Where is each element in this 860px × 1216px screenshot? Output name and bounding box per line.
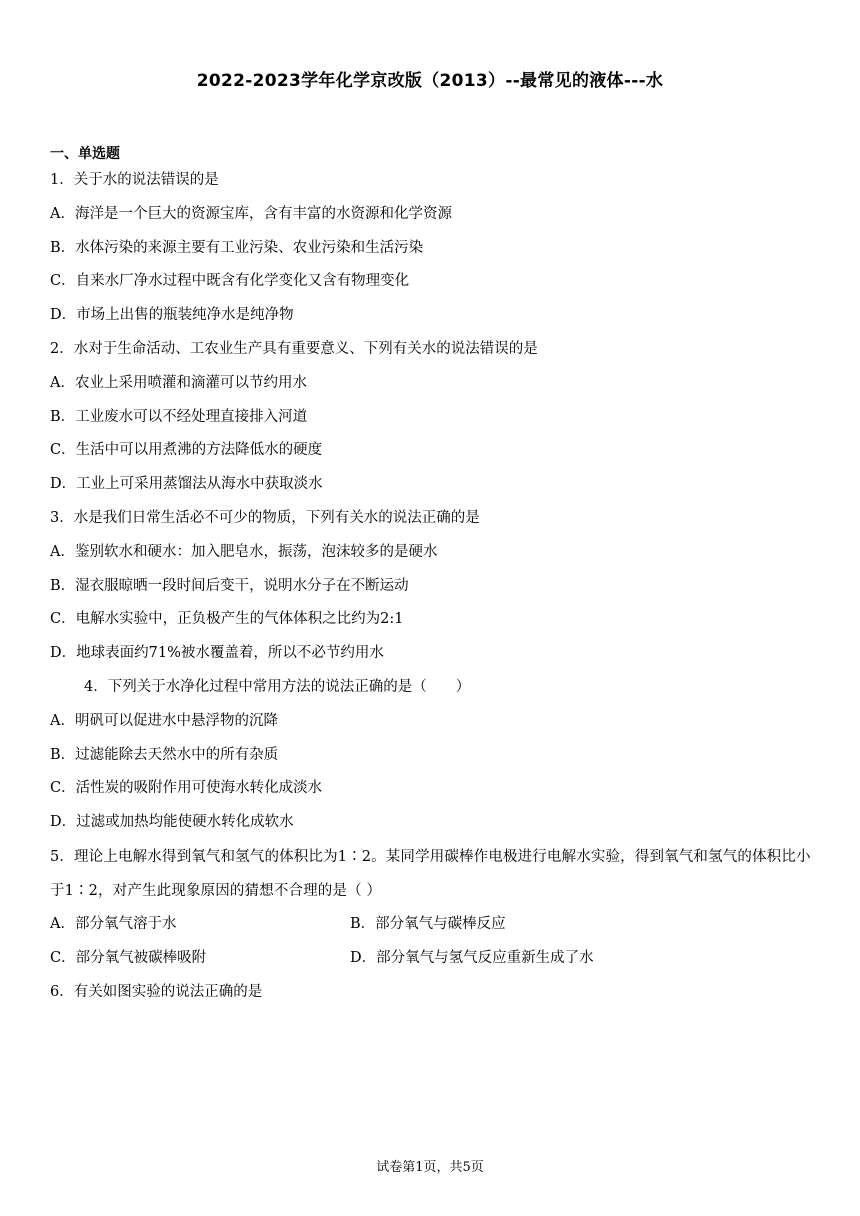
question-1-stem: 1．关于水的说法错误的是 (50, 172, 219, 188)
question-5-stem: 5．理论上电解水得到氧气和氢气的体积比为1∶2。某同学用碳棒作电极进行电解水实验，得到氧气和氢气的体积比小于1∶2，对产生此现象原因的猜想不合理的是（ ） (50, 848, 811, 899)
question-3-stem: 3．水是我们日常生活必不可少的物质，下列有关水的说法正确的是 (50, 509, 480, 526)
question-1-option-d: D．市场上出售的瓶装纯净水是纯净物 (50, 307, 294, 324)
question-5-option-a: A．部分氧气溶于水 (50, 915, 177, 932)
question-2-option-d: D．工业上可采用蒸馏法从海水中获取淡水 (50, 476, 323, 493)
question-3-option-b: B．湿衣服晾晒一段时间后变干，说明水分子在不断运动 (50, 577, 409, 594)
question-4-option-b: B．过滤能除去天然水中的所有杂质 (50, 746, 279, 763)
question-4-stem: 4．下列关于水净化过程中常用方法的说法正确的是（ ） (84, 678, 471, 695)
question-1-option-b: B．水体污染的来源主要有工业污染、农业污染和生活污染 (50, 239, 424, 256)
question-2-option-a: A．农业上采用喷灌和滴灌可以节约用水 (50, 374, 307, 391)
question-4-option-c: C．活性炭的吸附作用可使海水转化成淡水 (50, 780, 323, 797)
section-heading: 一、单选题 (50, 146, 120, 162)
question-5-option-c: C．部分氧气被碳棒吸附 (50, 949, 207, 966)
question-1-option-a: A．海洋是一个巨大的资源宝库，含有丰富的水资源和化学资源 (50, 205, 452, 222)
question-5-option-b: B．部分氧气与碳棒反应 (350, 915, 506, 932)
question-2-option-c: C．生活中可以用煮沸的方法降低水的硬度 (50, 442, 323, 459)
question-list (50, 144, 820, 1009)
question-5-options-row-1 (50, 908, 820, 942)
question-3-option-c: C．电解水实验中，正负极产生的气体体积之比约为2:1 (50, 611, 404, 628)
question-1-option-c: C．自来水厂净水过程中既含有化学变化又含有物理变化 (50, 273, 410, 290)
page-footer: 试卷第1页，共5页 (376, 1160, 484, 1175)
question-5-options-row-2 (50, 942, 820, 976)
question-2-option-b: B．工业废水可以不经处理直接排入河道 (50, 408, 308, 425)
question-5-option-d: D．部分氧气与氢气反应重新生成了水 (350, 949, 594, 966)
question-3-option-d: D．地球表面约71%被水覆盖着，所以不必节约用水 (50, 645, 384, 662)
question-2-stem: 2．水对于生命活动、工农业生产具有重要意义、下列有关水的说法错误的是 (50, 340, 538, 357)
question-6-stem: 6．有关如图实验的说法正确的是 (50, 983, 263, 1000)
question-4-option-a: A．明矾可以促进水中悬浮物的沉降 (50, 712, 278, 729)
page-title: 2022-2023学年化学京改版（2013）--最常见的液体---水 (196, 71, 664, 91)
question-3-option-a: A．鉴别软水和硬水：加入肥皂水，振荡，泡沫较多的是硬水 (50, 543, 438, 560)
question-4-option-d: D．过滤或加热均能使硬水转化成软水 (50, 814, 294, 831)
